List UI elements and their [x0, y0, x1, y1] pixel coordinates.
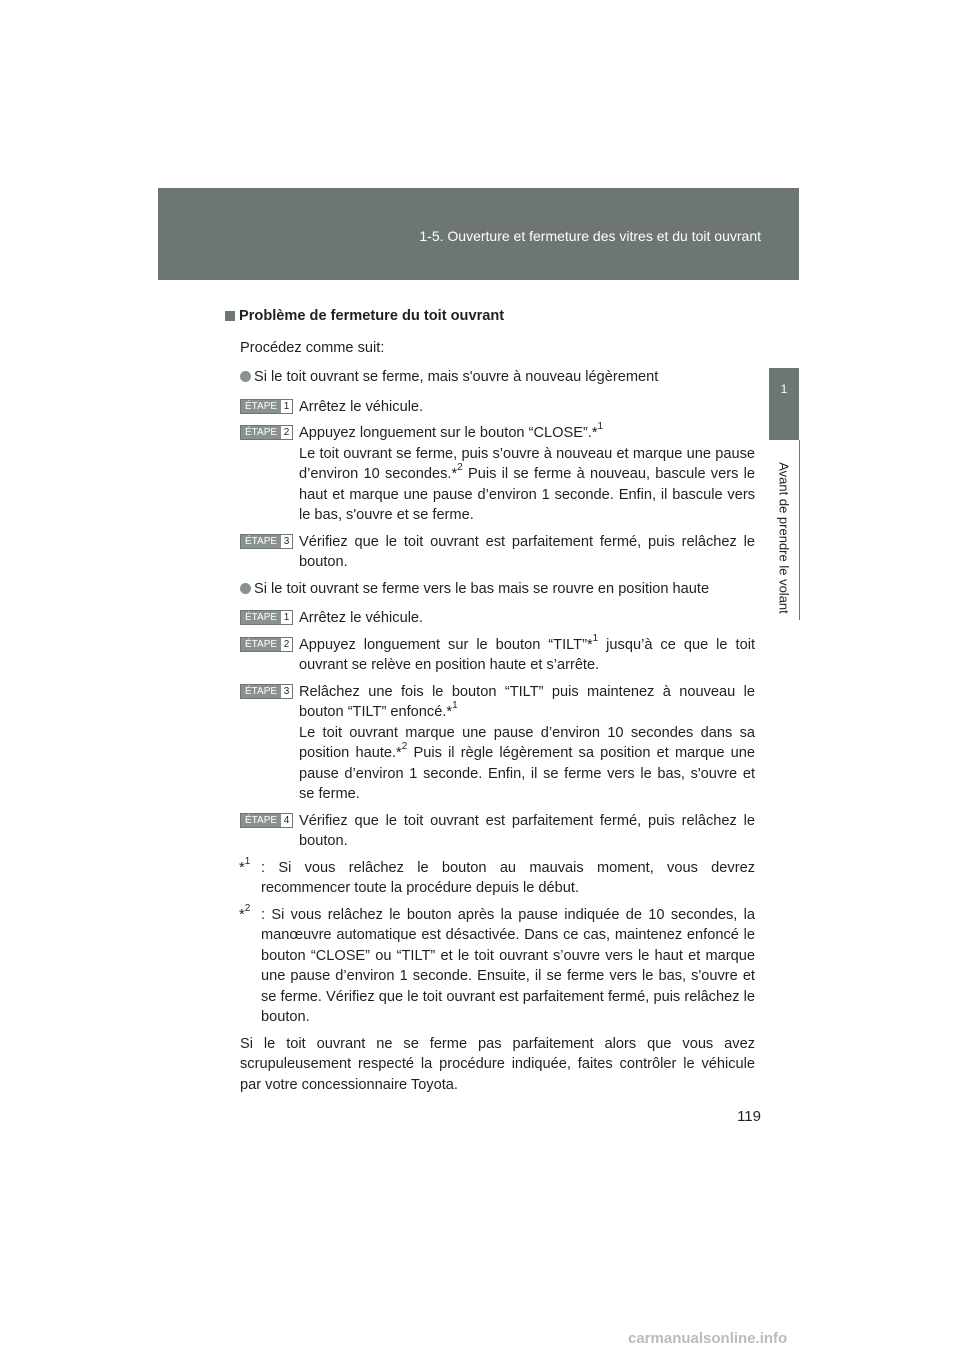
- case-2-step-2: ÉTAPE 2 Appuyez longuement sur le bouton “TILT”*$^1$ jusqu’à ce que le toit ouvrant se relève en position haute et s’arrête.: [224, 635, 755, 676]
- case-2-step-1: ÉTAPE 1 Arrêtez le véhicule.: [224, 608, 755, 629]
- chapter-number: 1: [780, 382, 788, 396]
- watermark: carmanualsonline.info: [628, 1330, 788, 1347]
- step-badge: ÉTAPE 2: [240, 637, 293, 652]
- step-badge: ÉTAPE 3: [240, 684, 293, 699]
- page-content: [224, 306, 755, 1095]
- footnote-2: *$^2$ : Si vous relâchez le bouton après la pause indiquée de 10 secondes, la manœuvre automatique est désactivée. Dans ce cas, maintenez enfoncé le bouton “CLOSE” ou “TILT” et le toit ouvrant s’ouvre vers le haut et marque une pause d’environ 1 seconde. Ensuite, il se ferme vers le bas, s'ouvre et se ferme. Vérifiez que le toit ouvrant est parfaitement fermé, puis relâchez le bouton.: [239, 902, 755, 1025]
- intro-text: Procédez comme suit:: [240, 339, 385, 356]
- circle-bullet-icon: [240, 371, 251, 382]
- page-number: 119: [737, 1108, 761, 1125]
- footnote-1: *$^1$ : Si vous relâchez le bouton au mauvais moment, vous devrez recommencer toute la procédure depuis le début.: [239, 855, 755, 896]
- case-2-step-4: ÉTAPE 4 Vérifiez que le toit ouvrant est parfaitement fermé, puis relâchez le bouton.: [224, 811, 755, 852]
- chapter-tab: [769, 368, 799, 440]
- step-badge: ÉTAPE 1: [240, 610, 293, 625]
- case-2-title: Si le toit ouvrant se ferme vers le bas mais se rouvre en position haute: [224, 579, 755, 600]
- chapter-label: Avant de prendre le volant: [776, 462, 792, 614]
- step-badge: ÉTAPE 2: [240, 425, 293, 440]
- closing-paragraph: Si le toit ouvrant ne se ferme pas parfaitement alors que vous avez scrupuleusement respecté la procédure indiquée, faites contrôler le véhicule par votre concessionnaire Toyota.: [240, 1035, 755, 1093]
- step-badge: ÉTAPE 3: [240, 534, 293, 549]
- chapter-divider: [799, 440, 800, 620]
- section-heading: Problème de fermeture du toit ouvrant: [224, 306, 755, 327]
- footnote-mark: *$^2$: [239, 902, 251, 923]
- step-badge: ÉTAPE 4: [240, 813, 293, 828]
- case-1-step-1: ÉTAPE 1 Arrêtez le véhicule.: [224, 397, 755, 418]
- footnote-mark: *$^1$: [239, 855, 251, 876]
- case-1-title: Si le toit ouvrant se ferme, mais s'ouvre à nouveau légèrement: [224, 367, 755, 388]
- section-header-band: [158, 188, 799, 280]
- case-1-step-2: ÉTAPE 2 Appuyez longuement sur le bouton “CLOSE”.*$^1$ Le toit ouvrant se ferme, puis s’ouvre à nouveau et marque une pause d’environ 10 secondes.*$^2$ Puis il se ferme à nouveau, bascule vers le haut et marque une pause d’environ 1 seconde. Enfin, il bascule vers le bas, s'ouvre et se ferme.: [224, 423, 755, 526]
- case-1-step-3: ÉTAPE 3 Vérifiez que le toit ouvrant est parfaitement fermé, puis relâchez le bouton.: [224, 532, 755, 573]
- circle-bullet-icon: [240, 583, 251, 594]
- case-2-step-3: ÉTAPE 3 Relâchez une fois le bouton “TILT” puis maintenez à nouveau le bouton “TILT” enfoncé.*$^1$ Le toit ouvrant marque une pause d’environ 10 secondes dans sa position haute.*$^2$ Puis il règle légèrement sa position et marque une pause d’environ 1 seconde. Enfin, il se ferme vers le bas, s'ouvre et se ferme.: [224, 682, 755, 805]
- step-badge: ÉTAPE 1: [240, 399, 293, 414]
- square-bullet-icon: [225, 311, 235, 321]
- section-title: 1-5. Ouverture et fermeture des vitres et du toit ouvrant: [419, 228, 761, 244]
